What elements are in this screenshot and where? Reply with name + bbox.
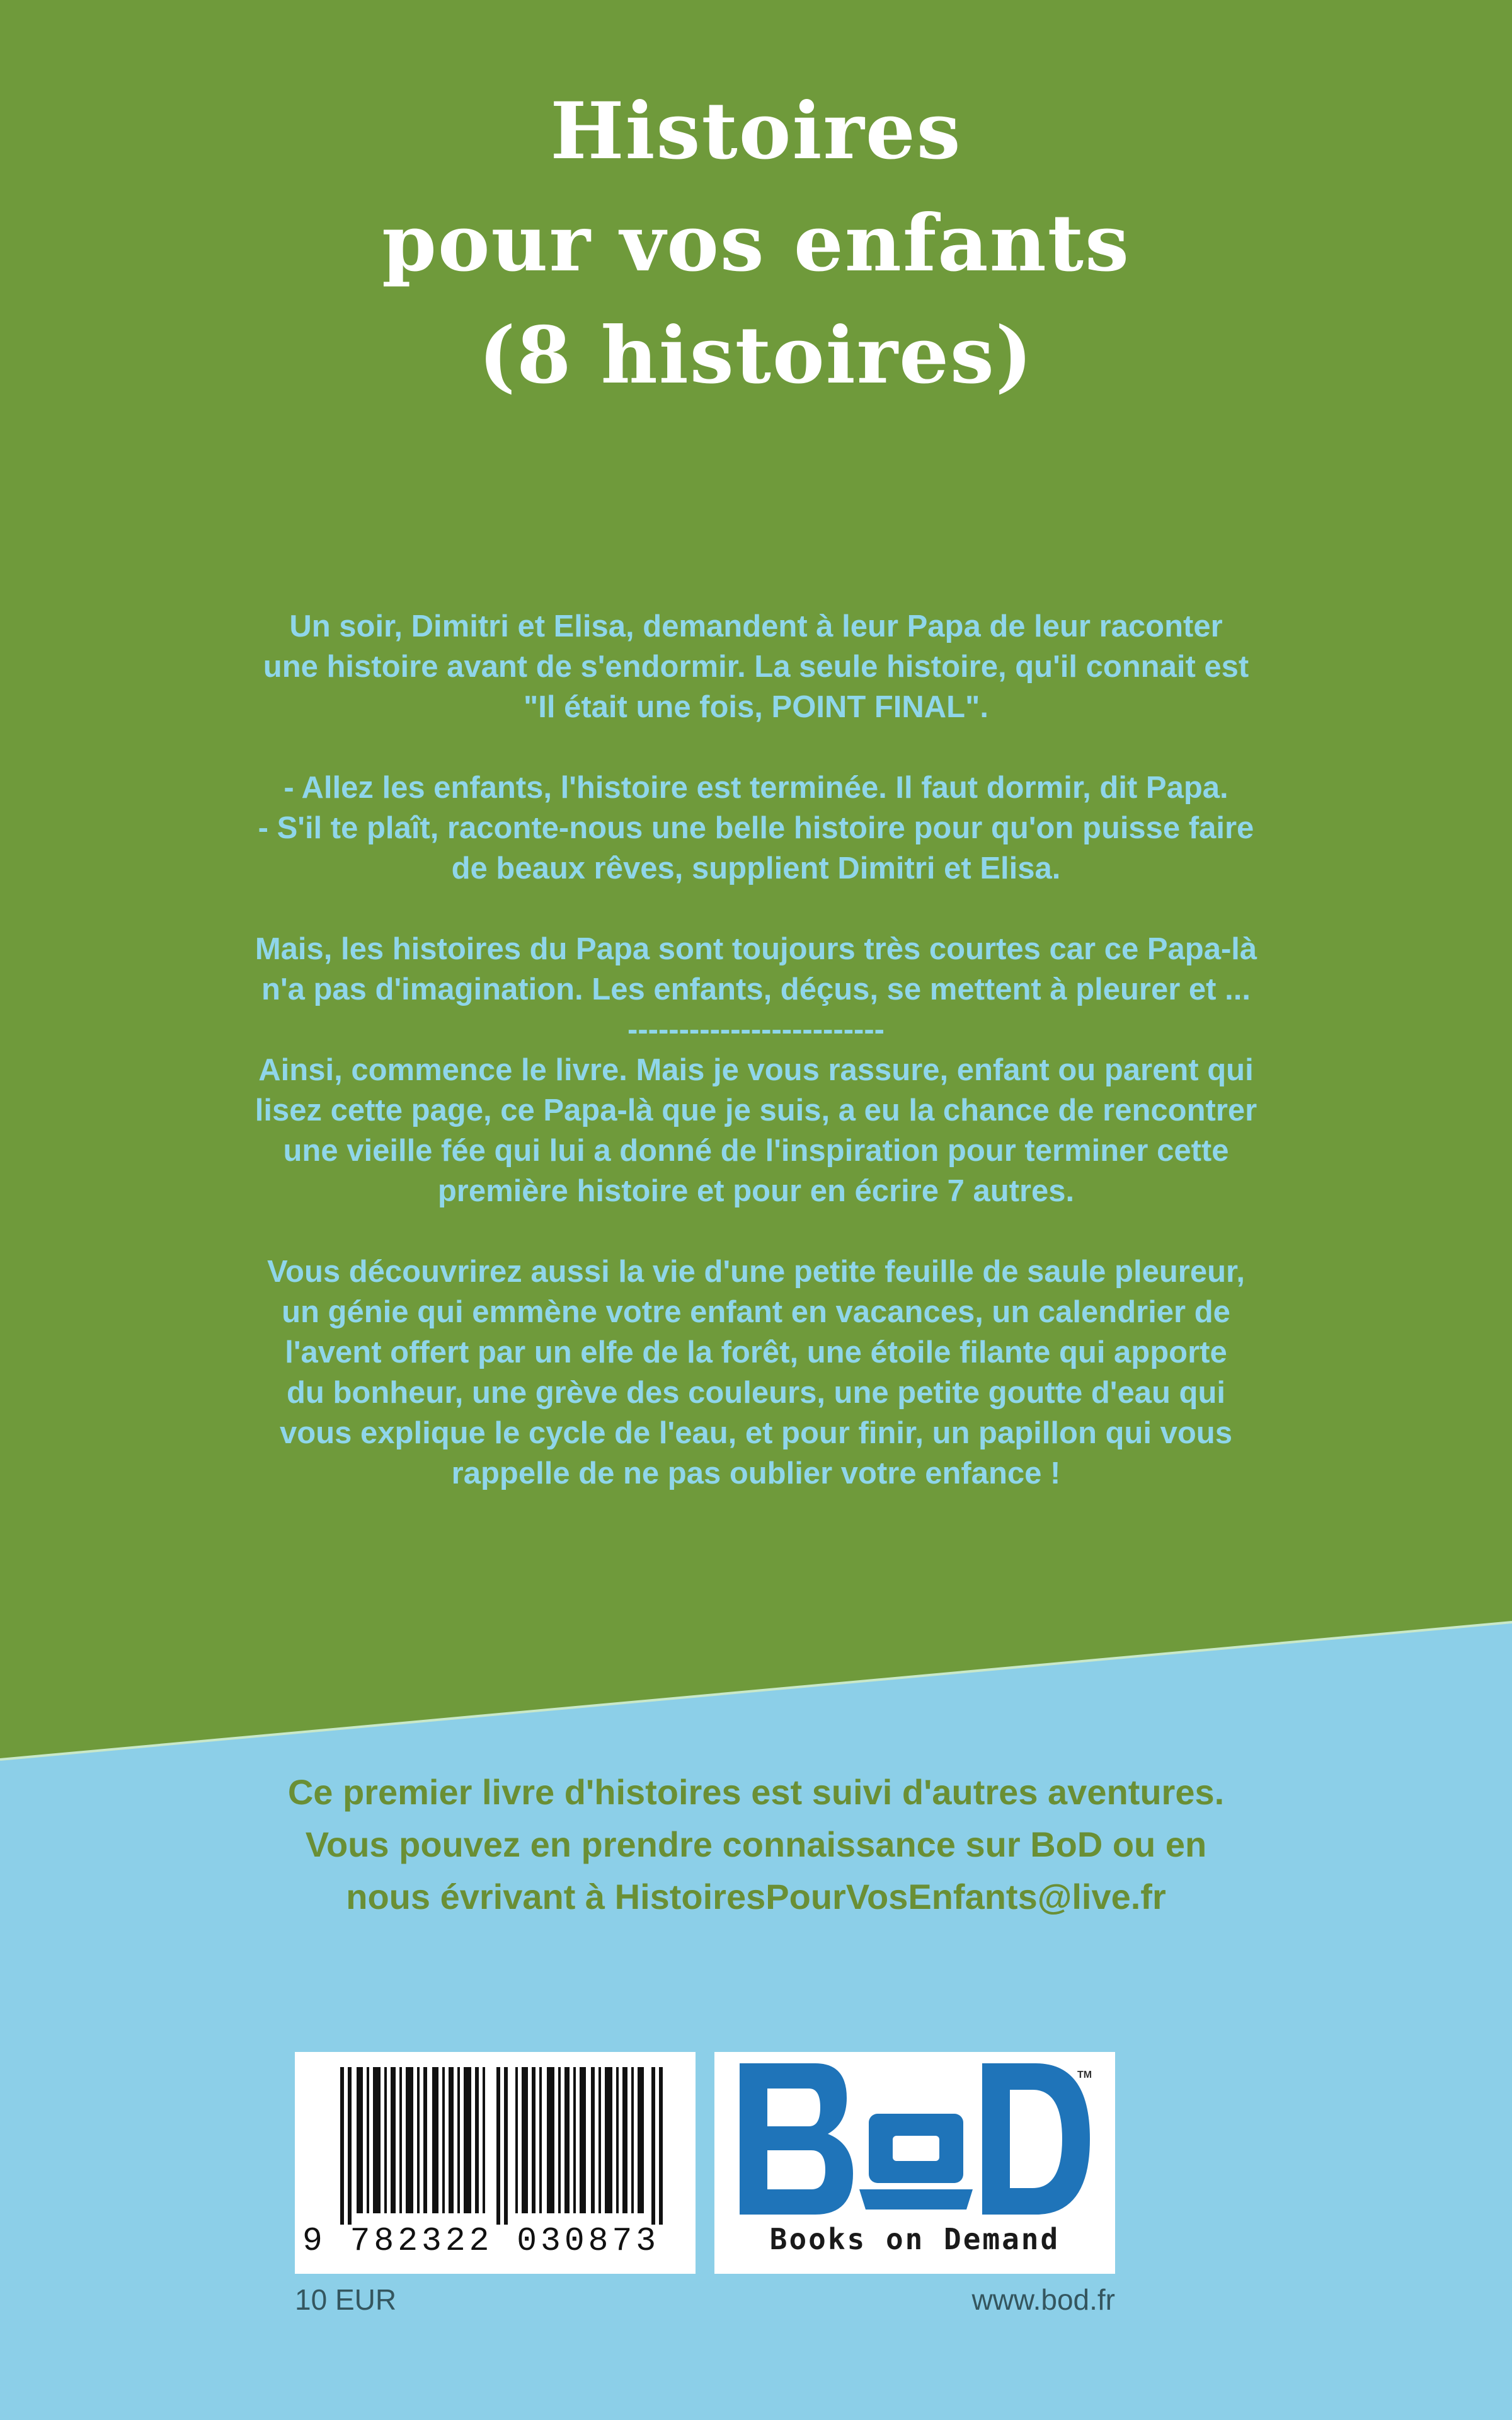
price-label: 10 EUR bbox=[295, 2283, 397, 2316]
blurb-paragraph-4: Ainsi, commence le livre. Mais je vous rassure, enfant ou parent qui lisez cette page, ce Papa-là que je suis, a eu la chance de rencontrer une vieille fée qui lui a donné de l'inspiration pour terminer cette première histoire et pour en écrire 7 autres. bbox=[255, 1053, 1257, 1208]
bod-logo-icon bbox=[740, 2063, 1090, 2215]
isbn-digits: 9 782322 030873 bbox=[302, 2222, 660, 2260]
blurb-separator: ------------------------- bbox=[627, 1013, 885, 1047]
barcode-bars bbox=[340, 2067, 668, 2225]
isbn-barcode bbox=[295, 2052, 696, 2274]
bod-logo-box bbox=[714, 2052, 1115, 2274]
book-title: Histoires pour vos enfants (8 histoires) bbox=[382, 86, 1130, 401]
promo-text: Ce premier livre d'histoires est suivi d'autres aventures. Vous pouvez en prendre connaissance sur BoD ou en nous évrivant à HistoiresPourVosEnfants@live.fr bbox=[287, 1772, 1225, 1916]
trademark-symbol: TM bbox=[1077, 2070, 1092, 2080]
blue-band-shape bbox=[0, 1622, 1512, 2420]
bod-subtitle: Books on Demand bbox=[769, 2222, 1060, 2256]
blurb-paragraph-3: Mais, les histoires du Papa sont toujours très courtes car ce Papa-là n'a pas d'imagination. Les enfants, déçus, se mettent à pleurer et ... bbox=[255, 932, 1257, 1006]
back-cover-blurb bbox=[227, 606, 1285, 1494]
blurb-paragraph-1: Un soir, Dimitri et Elisa, demandent à leur Papa de leur raconter une histoire avant de s'endormir. La seule histoire, qu'il connait est "Il était une fois, POINT FINAL". bbox=[263, 609, 1249, 724]
blurb-paragraph-2: - Allez les enfants, l'histoire est terminée. Il faut dormir, dit Papa. - S'il te plaît, raconte-nous une belle histoire pour qu'on puisse faire de beaux rêves, supplient Dimitri et Elisa. bbox=[258, 771, 1254, 885]
blurb-paragraph-5: Vous découvrirez aussi la vie d'une petite feuille de saule pleureur, un génie qui emmène votre enfant en vacances, un calendrier de l'avent offert par un elfe de la forêt, une étoile filante qui apporte du bonheur, une grève des couleurs, une petite goutte d'eau qui vous explique le cycle de l'eau, et pour finir, un papillon qui vous rappelle de ne pas oublier votre enfance ! bbox=[266, 1255, 1246, 1490]
publisher-website: www.bod.fr bbox=[971, 2283, 1115, 2316]
